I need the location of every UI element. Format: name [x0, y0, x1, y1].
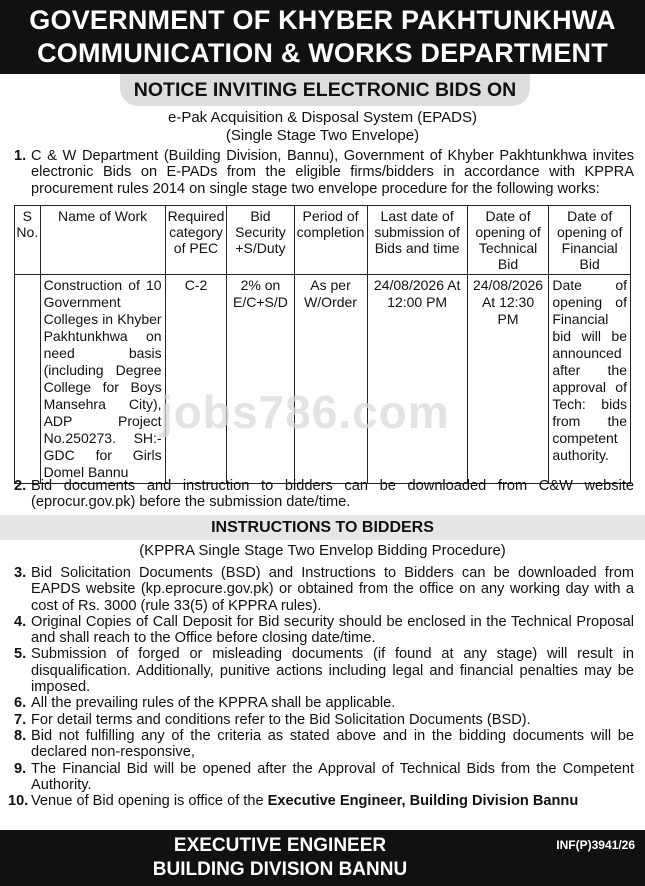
system-subtitle: (Single Stage Two Envelope)	[225, 127, 420, 144]
table-header-row	[15, 206, 631, 275]
cell-period: As per W/Order	[294, 275, 367, 484]
cell-work: Construction of 10 Government Colleges in Khyber Pakhtunkhwa on need basis (including Degree College for Boys Mansehra City), ADP Project No.250273. SH:- GDC for Girls Domel Bannu	[40, 275, 165, 484]
cell-sno	[15, 275, 41, 484]
col-category: Required category of PEC	[165, 206, 227, 275]
item-number: 10.	[8, 793, 29, 810]
col-period: Period of completion	[294, 206, 367, 275]
item-10-bold: Executive Engineer, Building Division Bannu	[267, 793, 579, 810]
instructions-title: INSTRUCTIONS TO BIDDERS	[0, 515, 645, 540]
item-number: 3.	[14, 565, 27, 581]
watermark: jobs786.com	[160, 386, 450, 438]
footer	[0, 830, 645, 886]
col-bid-security: Bid Security +S/Duty	[227, 206, 294, 275]
item-number: 6.	[14, 695, 27, 712]
list-item	[14, 646, 634, 695]
col-sno: S No.	[15, 206, 41, 275]
notice-title: NOTICE INVITING ELECTRONIC BIDS ON	[120, 74, 530, 106]
item-number: 5.	[14, 646, 27, 663]
cell-category: C-2	[165, 275, 227, 484]
item-text: All the prevailing rules of the KPPRA shall be applicable.	[31, 695, 396, 712]
item-number: 4.	[14, 613, 27, 630]
item-text: For detail terms and conditions refer to the Bid Solicitation Documents (BSD).	[31, 711, 531, 728]
list-item	[14, 565, 634, 614]
item-number: 9.	[14, 760, 27, 777]
list-item	[14, 728, 634, 761]
list-item	[14, 712, 634, 728]
item-number: 8.	[14, 727, 27, 744]
system-name: e-Pak Acquisition & Disposal System (EPADS)	[167, 109, 477, 126]
cell-last-date: 24/08/2026 At 12:00 PM	[367, 275, 467, 484]
paragraph-1-text: C & W Department (Building Division, Bannu), Government of Khyber Pakhtunkhwa invites electronic Bids on E-PADs from the eligible firms/bidders in accordance with KPPRA procurement rules 2014 on single stage two envelope procedure for the following works:	[31, 148, 634, 197]
cell-tech-date: 24/08/2026 At 12:30 PM	[467, 275, 549, 484]
instructions-list	[8, 565, 634, 810]
footer-line-2: BUILDING DIVISION BANNU	[152, 859, 408, 880]
item-text: The Financial Bid will be opened after the Approval of Technical Bids from the Competent Authority.	[31, 760, 634, 793]
instructions-subtitle: (KPPRA Single Stage Two Envelop Bidding Procedure)	[139, 542, 506, 559]
item-text: Submission of forged or misleading documents (if found at any stage) will result in disqualification. Additionally, punitive actions including legal and financial penalties may be imposed.	[31, 646, 634, 696]
list-item	[14, 695, 634, 711]
cell-security: 2% on E/C+S/D	[227, 275, 294, 484]
paragraph-1	[14, 148, 634, 197]
paragraph-2-number: 2.	[14, 478, 27, 494]
list-item	[14, 761, 634, 794]
department-header	[0, 0, 645, 74]
col-fin-bid: Date of opening of Financial Bid	[549, 206, 631, 275]
col-last-date: Last date of submission of Bids and time	[367, 206, 467, 275]
cell-fin-date: Date of opening of Financial bid will be announced after the approval of Tech: bids from the competent authority.	[549, 275, 631, 484]
reference-number: INF(P)3941/26	[556, 838, 635, 852]
item-text: Bid not fulfilling any of the criteria as stated above and in the bidding documents will be declared non-responsive,	[31, 727, 634, 761]
list-item	[8, 793, 634, 810]
item-text: Original Copies of Call Deposit for Bid security should be enclosed in the Technical Proposal and shall reach to the Office before closing date/time.	[31, 613, 634, 647]
paragraph-1-number: 1.	[14, 148, 27, 164]
list-item	[14, 614, 634, 647]
item-text	[31, 793, 634, 809]
paragraph-2-text: Bid documents and instruction to bidders can be downloaded from C&W website (eprocur.gov.pk) before the submission date/time.	[31, 478, 634, 511]
header-line-1: GOVERNMENT OF KHYBER PAKHTUNKHWA	[29, 5, 616, 35]
item-10-text: Venue of Bid opening is office of the	[31, 793, 268, 810]
col-name-of-work: Name of Work	[40, 206, 165, 275]
table-row	[15, 275, 631, 484]
works-table	[14, 205, 631, 484]
item-number: 7.	[14, 711, 27, 728]
footer-line-1: EXECUTIVE ENGINEER	[173, 835, 387, 856]
col-tech-bid: Date of opening of Technical Bid	[467, 206, 549, 275]
item-text: Bid Solicitation Documents (BSD) and Instructions to Bidders can be downloaded from EAPDS website (kp.eprocure.gov.pk) or obtained from the office on any working day with a cost of Rs. 3000 (rule 33(5) of KPPRA rules).	[31, 565, 634, 614]
paragraph-2	[14, 478, 634, 511]
header-line-2: COMMUNICATION & WORKS DEPARTMENT	[37, 38, 608, 68]
